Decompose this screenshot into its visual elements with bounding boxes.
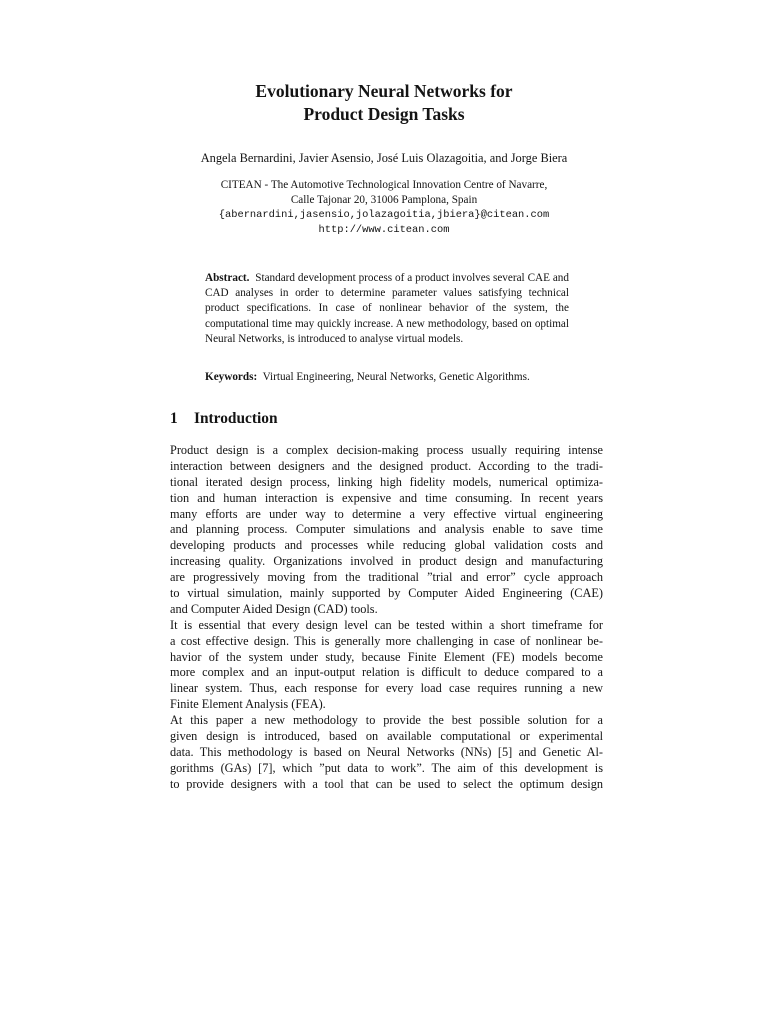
text-line: gorithms (GAs) [7], which ”put data to work”. The aim of this development is [170, 760, 603, 775]
section-heading [170, 409, 278, 429]
title-line-1: Evolutionary Neural Networks for [255, 81, 513, 101]
text-line: havior of the system under study, because Finite Element (FE) models become [170, 649, 603, 664]
abstract-paragraph [205, 271, 569, 347]
affiliation-emails: {abernardini,jasensio,jolazagoitia,jbiera}@citean.com [218, 209, 550, 221]
text-line: given design is introduced, based on available computational or experimental [170, 729, 603, 744]
keywords-label: Keywords: [205, 371, 258, 383]
text-line: linear system. Thus, each response for every load case requires running a new [170, 681, 603, 696]
text-line: At this paper a new methodology to provide the best possible solution for a [170, 713, 603, 728]
section-number: 1 [170, 410, 178, 427]
text-line: to virtual simulation, mainly supported by Computer Aided Engineering (CAE) [170, 586, 603, 601]
text-line: many efforts are under way to determine a very effective virtual engineering [170, 506, 603, 521]
paper-title [0, 80, 768, 126]
body-text [170, 443, 603, 793]
affiliation-org: CITEAN - The Automotive Technological Innovation Centre of Navarre, [220, 179, 548, 191]
affiliation-url[interactable]: http://www.citean.com [318, 224, 450, 236]
affiliation-block [0, 178, 768, 238]
paragraph-2 [170, 618, 603, 713]
text-line: data. This methodology is based on Neural Networks (NNs) [5] and Genetic Al- [170, 744, 603, 759]
text-line: developing products and processes while reducing global validation costs and [170, 538, 603, 553]
text-line: interaction between designers and the designed product. According to the tradi- [170, 458, 603, 473]
text-line: to provide designers with a tool that can be used to select the optimum design [170, 776, 603, 791]
title-line-2: Product Design Tasks [303, 104, 465, 124]
text-line: tional iterated design process, linking high fidelity models, numerical optimiza- [170, 474, 603, 489]
text-line: tion and human interaction is expensive and time consuming. In recent years [170, 490, 603, 505]
text-line: a cost effective design. This is generally more challenging in case of nonlinear be- [170, 633, 603, 648]
text-line: are progressively moving from the traditional ”trial and error” cycle approach [170, 570, 603, 585]
text-line: more complex and an input-output relation is difficult to deduce compared to a [170, 665, 603, 680]
text-line: Finite Element Analysis (FEA). [170, 697, 326, 712]
text-line: Product design is a complex decision-making process usually requiring intense [170, 443, 603, 457]
text-line: and planning process. Computer simulations and analysis enable to save time [170, 522, 603, 537]
paragraph-3 [170, 713, 603, 792]
abstract-text: Standard development process of a product involves several CAE and CAD analyses in order to determine parameter values satisfying technical product specifications. In case of nonlinear behavior of the system, the computational time may quickly increase. A new methodology, based on optimal Neural Networks, is introduced to analyse virtual models. [205, 272, 569, 345]
text-line: It is essential that every design level can be tested within a short timeframe for [170, 617, 603, 632]
keywords-line [205, 370, 575, 385]
abstract-block [205, 271, 569, 347]
affiliation-address: Calle Tajonar 20, 31006 Pamplona, Spain [290, 194, 478, 206]
author-list: Angela Bernardini, Javier Asensio, José Luis Olazagoitia, and Jorge Biera [200, 151, 568, 165]
abstract-label: Abstract. [205, 272, 250, 284]
text-line: and Computer Aided Design (CAD) tools. [170, 601, 378, 616]
paragraph-1 [170, 443, 603, 618]
keywords-text: Virtual Engineering, Neural Networks, Genetic Algorithms. [262, 371, 530, 383]
section-title: Introduction [194, 410, 278, 427]
text-line: increasing quality. Organizations involved in product design and manufacturing [170, 554, 603, 569]
